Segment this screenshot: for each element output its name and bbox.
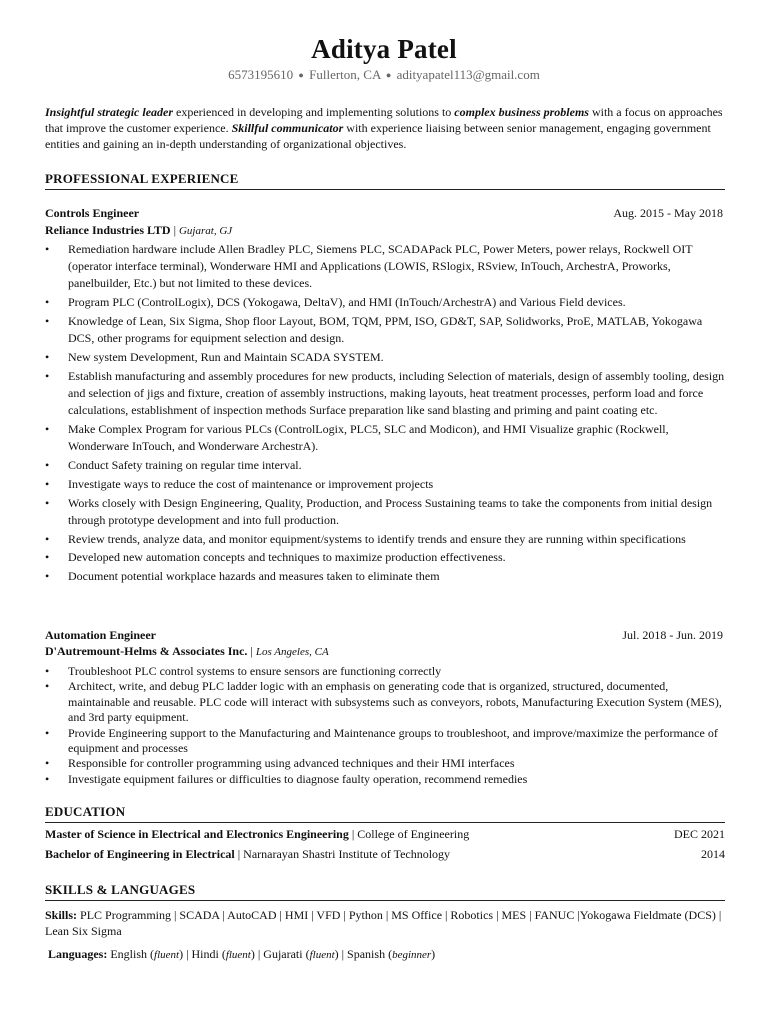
job-dates: Aug. 2015 - May 2018 [613, 206, 723, 220]
languages-line [48, 947, 728, 962]
skills-line [45, 907, 725, 939]
language-name: | Spanish ( [338, 947, 393, 961]
job-bullet: • Works closely with Design Engineering, Quality, Production, and Process Sustaining teams to take the components from initial design through prototype development and into full production. [45, 495, 725, 529]
education-date: 2014 [701, 847, 725, 861]
education-row [45, 847, 725, 862]
summary-highlight: Skillful communicator [231, 121, 344, 135]
location-text: Fullerton, CA [309, 67, 381, 82]
language-close: ) [431, 947, 436, 961]
job-bullets [45, 241, 725, 587]
job-bullet: • Provide Engineering support to the Manufacturing and Maintenance groups to troubleshoot, and improve/maximize the performance of equipment and processes [45, 726, 725, 757]
summary-text: with a focus on approaches that improve the customer experience. [45, 105, 723, 135]
language-close: ) [250, 947, 255, 961]
language-level: fluent [154, 949, 180, 961]
education-row [45, 827, 725, 842]
company-separator: | [247, 644, 256, 658]
summary-text: with experience liaising between senior management, engaging government entities and gaining an in-depth understanding of organizational objectives. [45, 121, 711, 151]
language-level: fluent [225, 949, 251, 961]
job-bullet: • Developed new automation concepts and techniques to maximize production effectiveness. [45, 549, 725, 566]
job-dates: Jul. 2018 - Jun. 2019 [622, 628, 723, 642]
skills-label: Skills: [45, 908, 78, 922]
separator-dot-icon: ● [298, 70, 304, 80]
degree-separator: | [234, 847, 244, 861]
summary-highlight: complex business problems [454, 105, 589, 119]
language-name: | Gujarati ( [254, 947, 310, 961]
job-bullet: • Investigate equipment failures or difficulties to diagnose faulty operation, recommend remedies [45, 772, 725, 787]
section-title-education: EDUCATION [45, 804, 725, 823]
job-bullet: • Troubleshoot PLC control systems to ensure sensors are functioning correctly [45, 664, 725, 679]
company-location: Los Angeles, CA [255, 646, 329, 658]
education-date: DEC 2021 [674, 827, 725, 841]
job-bullets [45, 664, 725, 787]
language-close: ) [179, 947, 184, 961]
company-location: Gujarat, GJ [178, 225, 233, 237]
job-bullet: • Architect, write, and debug PLC ladder logic with an emphasis on generating code that is organized, structured, documented, maintainable and reusable. PLC code will interact with subsystems such as conveyors, robots, Manufacturing Execution System (MES), and 3rd party equipment. [45, 679, 725, 725]
job-bullet: • Document potential workplace hazards and measures taken to eliminate them [45, 568, 725, 585]
candidate-name: Aditya Patel [311, 34, 457, 64]
degree-name: Master of Science in Electrical and Electronics Engineering [45, 827, 349, 841]
languages-label: Languages: [48, 947, 108, 961]
language-name: English ( [107, 947, 155, 961]
contact-line [0, 67, 768, 83]
company-name: D'Autremount-Helms & Associates Inc. [45, 644, 248, 658]
separator-dot-icon: ● [385, 70, 392, 80]
summary-highlight: Insightful strategic leader [45, 105, 174, 119]
job-bullet: • Make Complex Program for various PLCs (ControlLogix, PLC5, SLC and Modicon), and HMI Visualize graphic (Rockwell, Wonderware InTouch, and Wonderware ArchestrA). [45, 421, 725, 455]
job-bullet: • Review trends, analyze data, and monitor equipment/systems to identify trends and ensure they are running within specifications [45, 531, 725, 548]
phone-number: 6573195610 [228, 67, 294, 82]
section-title-experience: PROFESSIONAL EXPERIENCE [45, 171, 725, 190]
skills-list: PLC Programming | SCADA | AutoCAD | HMI | VFD | Python | MS Office | Robotics | MES | FANUC |Yokogawa Fieldmate (DCS) | Lean Six Sigma [45, 908, 722, 938]
job-bullet: • Program PLC (ControlLogix), DCS (Yokogawa, DeltaV), and HMI (InTouch/ArchestrA) and Various Field devices. [45, 294, 725, 311]
job-bullet: • Responsible for controller programming using advanced techniques and their HMI interfaces [45, 756, 725, 771]
section-title-skills: SKILLS & LANGUAGES [45, 882, 725, 901]
job-company [45, 223, 232, 238]
school-name: Narnarayan Shastri Institute of Technology [243, 847, 451, 861]
job-bullet: • Investigate ways to reduce the cost of maintenance or improvement projects [45, 476, 725, 493]
language-level: beginner [392, 949, 432, 961]
job-title: Automation Engineer [45, 628, 156, 642]
job-title: Controls Engineer [45, 206, 140, 220]
company-separator: | [170, 223, 179, 237]
job-company [45, 644, 329, 659]
job-bullet: • New system Development, Run and Maintain SCADA SYSTEM. [45, 349, 725, 366]
email-address[interactable]: adityapatel113@gmail.com [396, 67, 540, 82]
language-level: fluent [309, 949, 335, 961]
school-name: College of Engineering [357, 827, 470, 841]
language-close: ) [334, 947, 339, 961]
summary-paragraph [45, 104, 725, 152]
company-name: Reliance Industries LTD [45, 223, 171, 237]
language-name: | Hindi ( [183, 947, 226, 961]
job-bullet: • Conduct Safety training on regular time interval. [45, 457, 725, 474]
degree-name: Bachelor of Engineering in Electrical [45, 847, 235, 861]
summary-text: experienced in developing and implementing solutions to [173, 105, 455, 119]
degree-separator: | [348, 827, 358, 841]
job-bullet: • Knowledge of Lean, Six Sigma, Shop floor Layout, BOM, TQM, PPM, ISO, GD&T, SAP, Solidworks, ProE, MATLAB, Yokogawa DCS, other programs for equipment selection and design. [45, 313, 725, 347]
job-bullet: • Establish manufacturing and assembly procedures for new products, including Selection of materials, design of assembly tooling, design and selection of jigs and fixture, creation of assembly instructions, making layouts, heat treatment processes, perform load and force calculations, establishment of inspection methods Surface preparation like sand blasting and priming and paint coating etc. [45, 368, 725, 420]
job-bullet: • Remediation hardware include Allen Bradley PLC, Siemens PLC, SCADAPack PLC, Power Meters, power relays, Rockwell OIT (operator interface terminal), Wonderware HMI and Applications (LOWIS, RSlogix, RSview, InTouch, ArchestrA, Proworks, panelbuilder, Etc.) but not limited to these devices. [45, 241, 725, 293]
